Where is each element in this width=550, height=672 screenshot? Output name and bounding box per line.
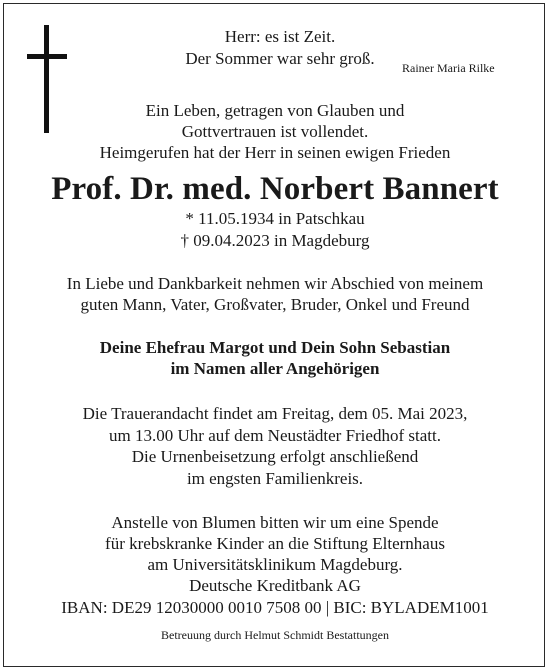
donation-line-2: für krebskranke Kinder an die Stiftung Elternhaus xyxy=(105,534,445,553)
intro-line-2: Gottvertrauen ist vollendet. xyxy=(181,122,369,141)
intro-line-3: Heimgerufen hat der Herr in seinen ewigen Frieden xyxy=(99,143,451,162)
mourners-line-1: Deine Ehefrau Margot und Dein Sohn Sebastian xyxy=(99,338,451,357)
intro-line-1: Ein Leben, getragen von Glauben und xyxy=(145,101,405,120)
poem-line-1: Herr: es ist Zeit. xyxy=(224,27,336,46)
undertaker-credit: Betreuung durch Helmut Schmidt Bestattungen xyxy=(161,628,389,642)
iban-bic: IBAN: DE29 12030000 0010 7508 00 | BIC: BYLADEM1001 xyxy=(61,598,489,617)
service-line-3: Die Urnenbeisetzung erfolgt anschließend xyxy=(131,447,419,466)
mourners-line-2: im Namen aller Angehörigen xyxy=(170,359,380,378)
service-line-2: um 13.00 Uhr auf dem Neustädter Friedhof statt. xyxy=(109,426,441,445)
service-line-1: Die Trauerandacht findet am Freitag, dem 05. Mai 2023, xyxy=(82,404,468,423)
poem-author: Rainer Maria Rilke xyxy=(402,61,495,75)
bank-name: Deutsche Kreditbank AG xyxy=(189,576,361,595)
poem-line-2: Der Sommer war sehr groß. xyxy=(185,49,375,68)
farewell-line-1: In Liebe und Dankbarkeit nehmen wir Abschied von meinem xyxy=(66,274,484,293)
donation-line-1: Anstelle von Blumen bitten wir um eine Spende xyxy=(111,513,439,532)
donation-line-3: am Universitätsklinikum Magdeburg. xyxy=(147,555,403,574)
deceased-name: Prof. Dr. med. Norbert Bannert xyxy=(51,171,499,207)
service-line-4: im engsten Familienkreis. xyxy=(186,469,364,488)
farewell-line-2: guten Mann, Vater, Großvater, Bruder, Onkel und Freund xyxy=(80,295,470,314)
birth-date: * 11.05.1934 in Patschkau xyxy=(185,209,365,228)
death-date: † 09.04.2023 in Magdeburg xyxy=(180,231,370,250)
